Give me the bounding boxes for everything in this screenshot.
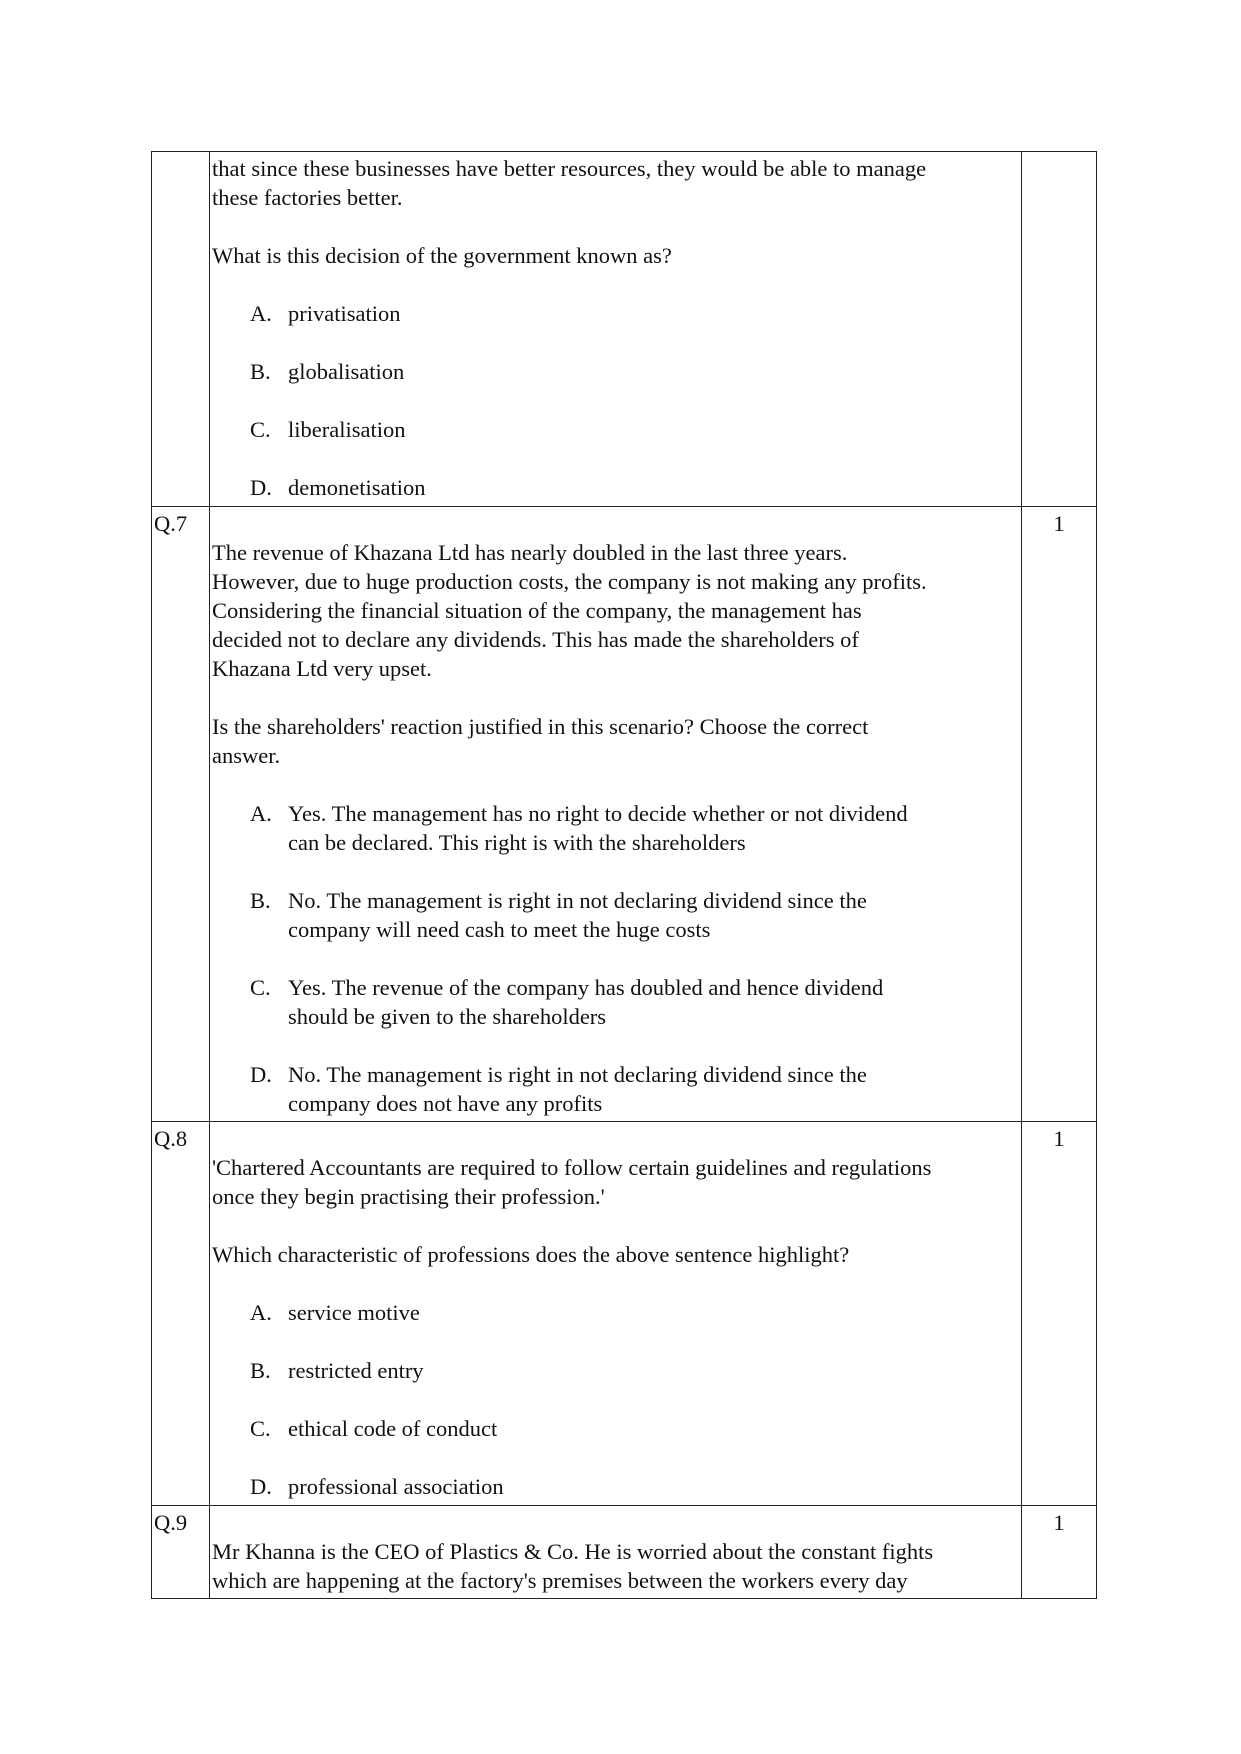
option-letter: A. <box>250 1300 272 1325</box>
option-text-line: No. The management is right in not declaring dividend since the <box>288 888 867 913</box>
question-text-line: However, due to huge production costs, the company is not making any profits. <box>212 569 927 594</box>
question-table <box>151 151 1097 1599</box>
option-b <box>250 1356 1021 1385</box>
question-text-line: Considering the financial situation of the company, the management has <box>212 598 862 623</box>
option-text: professional association <box>288 1474 504 1499</box>
option-text: privatisation <box>288 301 401 326</box>
option-letter: C. <box>250 417 271 442</box>
question-number-cell <box>152 152 210 507</box>
option-text-line: can be declared. This right is with the shareholders <box>288 830 746 855</box>
question-marks: 1 <box>1022 1122 1097 1506</box>
option-c <box>250 1414 1021 1443</box>
question-prompt: Is the shareholders' reaction justified in this scenario? Choose the correct <box>212 714 869 739</box>
option-text: service motive <box>288 1300 420 1325</box>
question-body <box>210 1122 1022 1506</box>
option-text-line: Yes. The revenue of the company has doubled and hence dividend <box>288 975 884 1000</box>
option-a <box>250 799 1021 857</box>
question-number: Q.8 <box>152 1122 210 1506</box>
option-text-line: Yes. The management has no right to decide whether or not dividend <box>288 801 908 826</box>
option-list <box>212 299 1021 502</box>
option-text-line: should be given to the shareholders <box>288 1004 607 1029</box>
question-text-line: these factories better. <box>212 185 403 210</box>
option-text-line: No. The management is right in not declaring dividend since the <box>288 1062 867 1087</box>
question-body <box>210 507 1022 1122</box>
question-text-line: Khazana Ltd very upset. <box>212 656 432 681</box>
question-number: Q.9 <box>152 1506 210 1599</box>
option-b <box>250 357 1021 386</box>
option-d <box>250 473 1021 502</box>
option-text-line: company will need cash to meet the huge costs <box>288 917 711 942</box>
option-text <box>288 1060 1021 1118</box>
option-b <box>250 886 1021 944</box>
question-marks: 1 <box>1022 1506 1097 1599</box>
question-row-q9 <box>152 1506 1097 1599</box>
option-text: globalisation <box>288 359 405 384</box>
option-d <box>250 1472 1021 1501</box>
question-text-line: once they begin practising their profession.' <box>212 1184 605 1209</box>
option-a <box>250 1298 1021 1327</box>
question-row-q8 <box>152 1122 1097 1506</box>
option-list <box>212 1298 1021 1501</box>
question-text-line: The revenue of Khazana Ltd has nearly doubled in the last three years. <box>212 540 848 565</box>
option-d <box>250 1060 1021 1118</box>
option-letter: D. <box>250 475 272 500</box>
option-text: demonetisation <box>288 475 426 500</box>
question-prompt: answer. <box>212 743 281 768</box>
option-letter: D. <box>250 1474 272 1499</box>
option-text: restricted entry <box>288 1358 424 1383</box>
option-letter: C. <box>250 975 271 1000</box>
question-text-line: that since these businesses have better resources, they would be able to manage <box>212 156 927 181</box>
marks-cell <box>1022 152 1097 507</box>
option-list <box>212 799 1021 1118</box>
question-row-continued <box>152 152 1097 507</box>
option-letter: D. <box>250 1062 272 1087</box>
question-prompt: What is this decision of the government known as? <box>212 243 672 268</box>
question-text-line: decided not to declare any dividends. This has made the shareholders of <box>212 627 859 652</box>
option-letter: A. <box>250 301 272 326</box>
option-text: ethical code of conduct <box>288 1416 498 1441</box>
option-text <box>288 799 1021 857</box>
question-prompt: Which characteristic of professions does the above sentence highlight? <box>212 1242 850 1267</box>
option-text-line: company does not have any profits <box>288 1091 603 1116</box>
option-c <box>250 415 1021 444</box>
option-letter: B. <box>250 1358 271 1383</box>
option-letter: B. <box>250 888 271 913</box>
option-text: liberalisation <box>288 417 406 442</box>
question-row-q7 <box>152 507 1097 1122</box>
question-body <box>210 1506 1022 1599</box>
question-text-line: 'Chartered Accountants are required to follow certain guidelines and regulations <box>212 1155 932 1180</box>
question-text-line: which are happening at the factory's premises between the workers every day <box>212 1568 908 1593</box>
option-letter: C. <box>250 1416 271 1441</box>
question-marks: 1 <box>1022 507 1097 1122</box>
option-text <box>288 973 1021 1031</box>
question-body <box>210 152 1022 507</box>
option-letter: A. <box>250 801 272 826</box>
option-text <box>288 886 1021 944</box>
option-c <box>250 973 1021 1031</box>
option-a <box>250 299 1021 328</box>
question-text-line: Mr Khanna is the CEO of Plastics & Co. He is worried about the constant fights <box>212 1539 934 1564</box>
option-letter: B. <box>250 359 271 384</box>
question-number: Q.7 <box>152 507 210 1122</box>
